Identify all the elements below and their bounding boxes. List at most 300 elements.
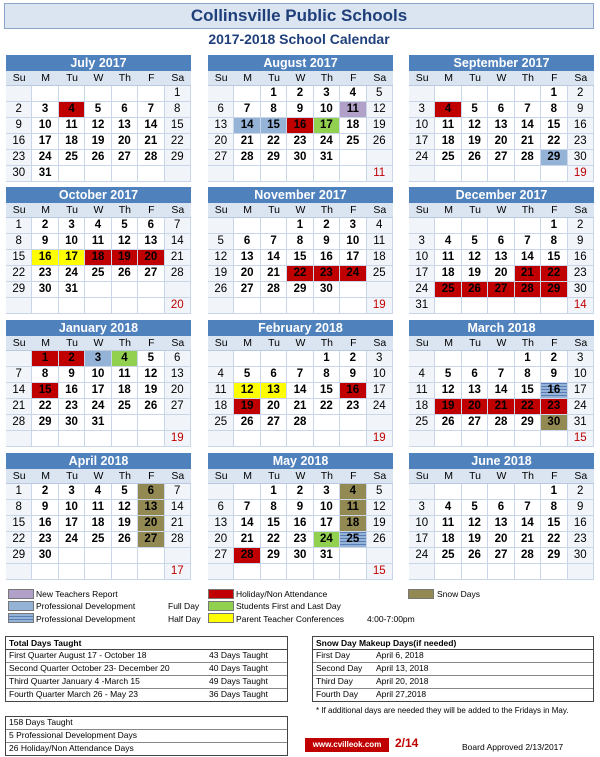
day-cell: 14 — [287, 383, 313, 399]
quarter-label: Second Quarter October 23- December 20 — [9, 663, 170, 673]
empty-cell — [234, 431, 260, 447]
day-cell: 25 — [435, 150, 461, 166]
empty-cell — [32, 564, 58, 580]
day-cell: 9 — [6, 118, 32, 134]
day-cell: 13 — [138, 500, 164, 516]
empty-cell — [435, 298, 461, 314]
day-cell: 17 — [59, 516, 85, 532]
day-cell: 18 — [85, 516, 111, 532]
day-cell: 19 — [112, 516, 138, 532]
day-cell: 26 — [462, 150, 488, 166]
day-cell: 16 — [314, 250, 340, 266]
month-title: October 2017 — [6, 187, 191, 203]
day-cell: 26 — [112, 266, 138, 282]
weekday-label: M — [41, 470, 50, 482]
total-days-row — [6, 676, 287, 689]
days-taught: 36 Days Taught — [209, 689, 268, 699]
month-calendar — [6, 55, 191, 182]
day-cell: 26 — [234, 415, 260, 431]
day-cell: 24 — [314, 134, 340, 150]
weekday-label: W — [93, 204, 104, 216]
weekday-label: W — [93, 470, 104, 482]
day-cell: 12 — [208, 250, 234, 266]
empty-cell — [462, 484, 488, 500]
day-cell: 19 — [462, 532, 488, 548]
day-cell: 1 — [6, 484, 32, 500]
day-cell: 4 — [85, 484, 111, 500]
empty-cell — [112, 564, 138, 580]
day-cell: 19 — [208, 266, 234, 282]
empty-cell — [287, 166, 313, 182]
day-cell: 24 — [409, 282, 435, 298]
empty-cell — [85, 166, 111, 182]
weekday-label: Su — [214, 470, 228, 482]
day-cell: 10 — [367, 367, 393, 383]
page-title: Collinsville Public Schools — [190, 6, 408, 25]
day-cell: 5 — [435, 367, 461, 383]
day-cell: 16 — [568, 118, 594, 134]
day-cell: 22 — [261, 134, 287, 150]
weekday-label: W — [295, 72, 306, 84]
day-cell: 29 — [261, 548, 287, 564]
empty-cell — [85, 431, 111, 447]
empty-cell — [435, 218, 461, 234]
legend-half-day-label: Half Day — [168, 614, 201, 624]
empty-cell — [409, 564, 435, 580]
day-cell: 19 — [112, 250, 138, 266]
day-cell: 16 — [541, 383, 567, 399]
day-cell: 15 — [541, 118, 567, 134]
day-grid — [409, 484, 594, 580]
quarter-label: First Quarter August 17 - October 18 — [9, 650, 147, 660]
day-cell: 27 — [138, 266, 164, 282]
month-calendar — [208, 453, 393, 580]
day-cell: 30 — [568, 282, 594, 298]
day-cell: 27 — [488, 150, 514, 166]
day-cell: 15 — [287, 250, 313, 266]
day-cell: 20 — [138, 516, 164, 532]
weekday-label: Tu — [66, 470, 78, 482]
weekday-label: Th — [521, 72, 535, 84]
empty-cell — [462, 298, 488, 314]
summary-table — [5, 716, 288, 756]
empty-cell — [340, 298, 366, 314]
day-cell: 21 — [515, 532, 541, 548]
day-cell: 23 — [287, 134, 313, 150]
weekday-label: Tu — [66, 337, 78, 349]
month-calendar — [208, 187, 393, 314]
day-cell: 21 — [488, 399, 514, 415]
day-cell: 4 — [340, 86, 366, 102]
day-cell: 25 — [112, 399, 138, 415]
legend-snow-swatch — [408, 589, 434, 599]
day-cell: 27 — [138, 532, 164, 548]
day-cell: 29 — [6, 282, 32, 298]
day-cell: 18 — [59, 134, 85, 150]
day-cell: 10 — [314, 102, 340, 118]
day-cell: 5 — [208, 234, 234, 250]
empty-cell — [138, 564, 164, 580]
empty-cell — [541, 298, 567, 314]
day-cell: 16 — [287, 118, 313, 134]
day-cell: 8 — [541, 500, 567, 516]
day-cell: 13 — [138, 234, 164, 250]
day-cell: 18 — [85, 250, 111, 266]
day-cell: 12 — [367, 500, 393, 516]
day-cell: 31 — [314, 150, 340, 166]
weekday-label: Sa — [574, 470, 588, 482]
day-cell: 25 — [435, 548, 461, 564]
month-calendar — [6, 187, 191, 314]
empty-cell — [515, 431, 541, 447]
month-calendar — [6, 320, 191, 447]
day-cell: 11 — [409, 383, 435, 399]
month-title: May 2018 — [208, 453, 393, 469]
day-cell: 28 — [234, 150, 260, 166]
day-cell: 22 — [541, 266, 567, 282]
empty-cell — [435, 484, 461, 500]
empty-cell — [515, 484, 541, 500]
quarter-label: Third Quarter January 4 -March 15 — [9, 676, 140, 686]
weekday-label: Tu — [268, 470, 280, 482]
day-cell: 20 — [488, 532, 514, 548]
month-title: August 2017 — [208, 55, 393, 71]
day-cell: 3 — [340, 218, 366, 234]
empty-cell — [515, 298, 541, 314]
day-cell: 6 — [234, 234, 260, 250]
day-cell: 30 — [32, 282, 58, 298]
weekday-label: F — [148, 72, 155, 84]
empty-cell — [138, 86, 164, 102]
empty-cell — [340, 282, 366, 298]
day-cell: 14 — [515, 250, 541, 266]
day-cell: 1 — [541, 218, 567, 234]
day-cell: 14 — [234, 118, 260, 134]
makeup-day-label: First Day — [316, 650, 350, 660]
day-cell: 7 — [234, 500, 260, 516]
day-cell: 17 — [409, 532, 435, 548]
day-cell: 22 — [515, 399, 541, 415]
days-count: 19 — [367, 431, 393, 447]
empty-cell — [261, 166, 287, 182]
day-grid — [409, 86, 594, 182]
weekday-label: Sa — [574, 204, 588, 216]
weekday-label: M — [41, 337, 50, 349]
day-cell: 9 — [287, 500, 313, 516]
legend-new-teachers-swatch — [8, 589, 34, 599]
day-cell: 23 — [541, 399, 567, 415]
day-cell: 15 — [6, 250, 32, 266]
day-grid — [208, 218, 393, 314]
day-cell: 22 — [314, 399, 340, 415]
day-cell: 13 — [261, 383, 287, 399]
day-cell: 26 — [112, 532, 138, 548]
day-cell: 22 — [287, 266, 313, 282]
day-cell: 24 — [314, 532, 340, 548]
day-cell: 7 — [165, 484, 191, 500]
empty-cell — [340, 431, 366, 447]
day-cell: 25 — [59, 150, 85, 166]
day-cell: 8 — [541, 234, 567, 250]
day-cell: 23 — [568, 134, 594, 150]
days-count: 19 — [165, 431, 191, 447]
day-cell: 3 — [59, 484, 85, 500]
day-cell: 8 — [314, 367, 340, 383]
day-cell: 13 — [488, 250, 514, 266]
empty-cell — [165, 415, 191, 431]
weekday-label: Th — [320, 72, 334, 84]
day-cell: 15 — [314, 383, 340, 399]
month-title: September 2017 — [409, 55, 594, 71]
day-cell: 9 — [541, 367, 567, 383]
makeup-date: April 27,2018 — [376, 689, 427, 699]
day-cell: 8 — [6, 234, 32, 250]
days-count: 15 — [367, 564, 393, 580]
days-count: 17 — [165, 564, 191, 580]
day-cell: 18 — [340, 118, 366, 134]
weekday-label: W — [496, 204, 507, 216]
day-cell: 23 — [340, 399, 366, 415]
day-cell: 9 — [32, 234, 58, 250]
day-cell: 12 — [234, 383, 260, 399]
weekday-label: M — [243, 72, 252, 84]
weekday-label: Th — [118, 337, 132, 349]
day-cell: 18 — [435, 134, 461, 150]
empty-cell — [138, 415, 164, 431]
empty-cell — [138, 548, 164, 564]
day-cell: 18 — [367, 250, 393, 266]
day-cell: 3 — [314, 484, 340, 500]
day-cell: 5 — [367, 484, 393, 500]
day-cell: 2 — [59, 351, 85, 367]
weekday-label: Th — [320, 204, 334, 216]
day-cell: 31 — [32, 166, 58, 182]
day-grid — [208, 351, 393, 447]
empty-cell — [409, 351, 435, 367]
day-cell: 11 — [340, 102, 366, 118]
day-cell: 23 — [59, 399, 85, 415]
weekday-label: W — [93, 72, 104, 84]
weekday-label: Th — [521, 337, 535, 349]
empty-cell — [6, 298, 32, 314]
day-cell: 17 — [314, 516, 340, 532]
empty-cell — [208, 166, 234, 182]
empty-cell — [462, 86, 488, 102]
day-cell: 30 — [314, 282, 340, 298]
empty-cell — [32, 86, 58, 102]
legend-pd-half-label: Professional Development — [36, 614, 136, 624]
day-cell: 12 — [462, 516, 488, 532]
day-cell: 18 — [340, 516, 366, 532]
day-cell: 9 — [568, 234, 594, 250]
day-cell: 11 — [340, 500, 366, 516]
day-cell: 6 — [488, 234, 514, 250]
day-cell: 24 — [367, 399, 393, 415]
month-title: June 2018 — [409, 453, 594, 469]
month-title: July 2017 — [6, 55, 191, 71]
weekday-label: M — [444, 72, 453, 84]
empty-cell — [367, 150, 393, 166]
empty-cell — [462, 218, 488, 234]
day-cell: 24 — [340, 266, 366, 282]
month-calendar — [409, 320, 594, 447]
empty-cell — [515, 564, 541, 580]
empty-cell — [488, 166, 514, 182]
weekday-label: M — [41, 204, 50, 216]
day-cell: 4 — [340, 484, 366, 500]
day-cell: 2 — [568, 484, 594, 500]
empty-cell — [435, 431, 461, 447]
day-cell: 14 — [165, 500, 191, 516]
day-cell: 29 — [165, 150, 191, 166]
day-cell: 6 — [138, 218, 164, 234]
weekday-label: Sa — [373, 337, 387, 349]
day-cell: 17 — [409, 266, 435, 282]
day-cell: 10 — [409, 250, 435, 266]
day-cell: 13 — [165, 367, 191, 383]
day-cell: 7 — [6, 367, 32, 383]
day-cell: 8 — [6, 500, 32, 516]
day-cell: 6 — [208, 500, 234, 516]
month-title: January 2018 — [6, 320, 191, 336]
day-cell: 10 — [568, 367, 594, 383]
day-cell: 6 — [112, 102, 138, 118]
day-cell: 30 — [287, 150, 313, 166]
footer-approved: Board Approved 2/13/2017 — [462, 742, 564, 752]
day-cell: 15 — [541, 516, 567, 532]
day-cell: 11 — [85, 500, 111, 516]
day-cell: 18 — [208, 399, 234, 415]
day-cell: 5 — [367, 86, 393, 102]
empty-cell — [138, 166, 164, 182]
day-cell: 3 — [314, 86, 340, 102]
weekday-label: Tu — [469, 470, 481, 482]
empty-cell — [409, 484, 435, 500]
day-cell: 19 — [367, 118, 393, 134]
weekday-header — [208, 469, 393, 484]
empty-cell — [261, 298, 287, 314]
day-cell: 23 — [287, 532, 313, 548]
empty-cell — [59, 166, 85, 182]
day-cell: 31 — [409, 298, 435, 314]
footer-logo-text: www.cvilleok.com — [312, 740, 382, 749]
days-count: 15 — [568, 431, 594, 447]
empty-cell — [6, 351, 32, 367]
total-days-header: Total Days Taught — [6, 637, 287, 650]
weekday-label: F — [551, 204, 558, 216]
day-cell: 9 — [287, 102, 313, 118]
day-cell: 24 — [59, 266, 85, 282]
weekday-label: Sa — [171, 337, 185, 349]
weekday-label: Tu — [66, 204, 78, 216]
empty-cell — [208, 351, 234, 367]
day-cell: 13 — [112, 118, 138, 134]
day-cell: 2 — [6, 102, 32, 118]
empty-cell — [287, 351, 313, 367]
empty-cell — [208, 298, 234, 314]
total-days-row — [6, 663, 287, 676]
day-cell: 14 — [165, 234, 191, 250]
page-subtitle: 2017-2018 School Calendar — [208, 31, 390, 47]
day-cell: 1 — [541, 86, 567, 102]
day-grid — [409, 351, 594, 447]
day-cell: 1 — [261, 86, 287, 102]
footer-page-number: 2/14 — [395, 736, 419, 750]
empty-cell — [488, 86, 514, 102]
empty-cell — [112, 282, 138, 298]
day-cell: 12 — [462, 118, 488, 134]
weekday-label: F — [350, 72, 357, 84]
day-cell: 28 — [287, 415, 313, 431]
day-cell: 2 — [541, 351, 567, 367]
day-cell: 2 — [568, 86, 594, 102]
day-cell: 7 — [287, 367, 313, 383]
weekday-header — [208, 336, 393, 351]
weekday-label: Su — [415, 72, 429, 84]
day-cell: 27 — [208, 548, 234, 564]
day-cell: 11 — [85, 234, 111, 250]
empty-cell — [367, 548, 393, 564]
empty-cell — [515, 218, 541, 234]
day-cell: 14 — [6, 383, 32, 399]
day-cell: 28 — [234, 548, 260, 564]
day-cell: 20 — [208, 134, 234, 150]
summary-row: 158 Days Taught — [6, 717, 287, 730]
day-cell: 24 — [85, 399, 111, 415]
day-cell: 30 — [568, 548, 594, 564]
empty-cell — [367, 415, 393, 431]
day-cell: 1 — [32, 351, 58, 367]
weekday-header — [6, 71, 191, 86]
empty-cell — [488, 564, 514, 580]
weekday-label: F — [148, 337, 155, 349]
day-cell: 26 — [367, 532, 393, 548]
day-cell: 8 — [165, 102, 191, 118]
day-cell: 6 — [261, 367, 287, 383]
weekday-label: Tu — [268, 72, 280, 84]
day-cell: 16 — [568, 250, 594, 266]
day-grid — [208, 86, 393, 182]
weekday-label: Su — [12, 72, 26, 84]
day-cell: 23 — [32, 266, 58, 282]
makeup-day-label: Second Day — [316, 663, 363, 673]
day-cell: 14 — [488, 383, 514, 399]
day-cell: 20 — [462, 399, 488, 415]
day-cell: 21 — [515, 134, 541, 150]
day-cell: 3 — [32, 102, 58, 118]
day-cell: 9 — [59, 367, 85, 383]
day-cell: 31 — [314, 548, 340, 564]
empty-cell — [568, 564, 594, 580]
snow-makeup-row — [313, 689, 593, 701]
empty-cell — [261, 431, 287, 447]
empty-cell — [59, 564, 85, 580]
weekday-label: W — [295, 470, 306, 482]
weekday-label: Tu — [268, 204, 280, 216]
day-cell: 24 — [409, 150, 435, 166]
day-cell: 5 — [462, 234, 488, 250]
day-cell: 4 — [59, 102, 85, 118]
day-cell: 25 — [340, 134, 366, 150]
day-cell: 19 — [435, 399, 461, 415]
day-cell: 22 — [541, 532, 567, 548]
days-count: 14 — [568, 298, 594, 314]
day-cell: 23 — [568, 532, 594, 548]
weekday-label: Th — [118, 204, 132, 216]
weekday-label: Th — [320, 470, 334, 482]
day-cell: 3 — [568, 351, 594, 367]
weekday-label: Th — [118, 72, 132, 84]
